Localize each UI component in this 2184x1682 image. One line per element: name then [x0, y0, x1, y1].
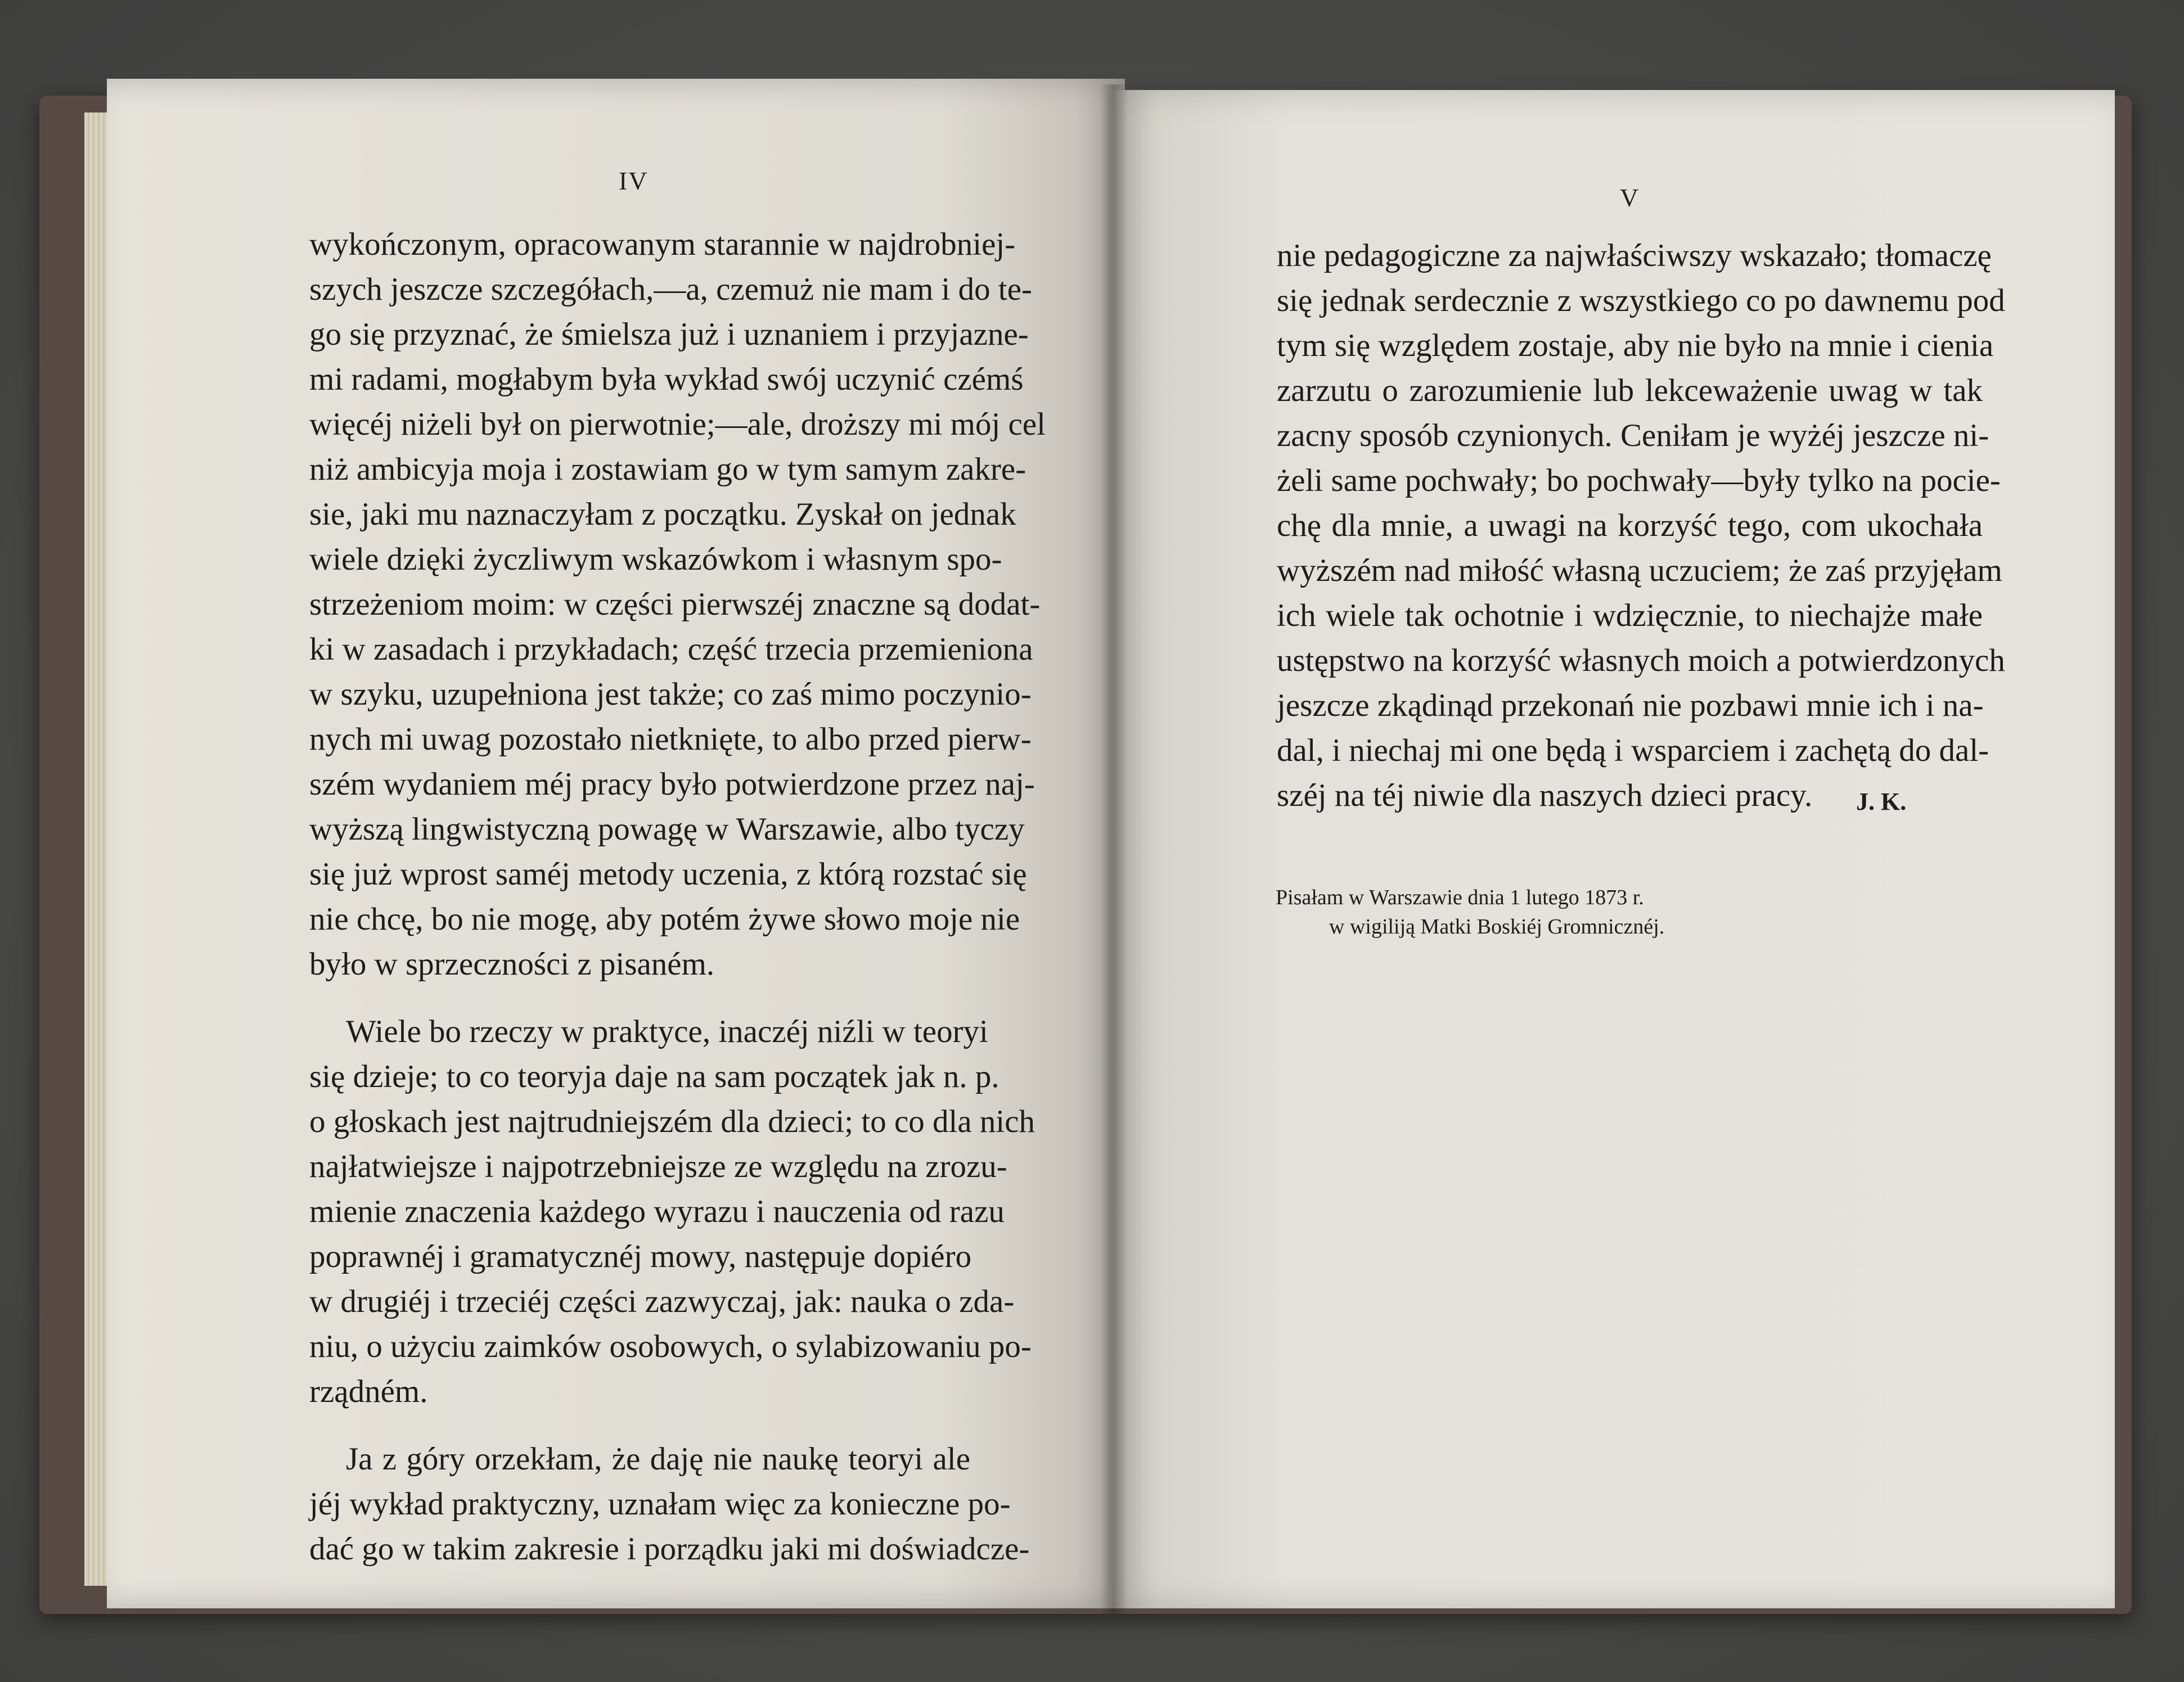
text-line: wiele dzięki życzliwym wskazówkom i własnym spo-: [309, 542, 1002, 577]
text-line: się dzieje; to co teoryja daje na sam początek jak n. p.: [309, 1059, 999, 1094]
text-line: Wiele bo rzeczy w praktyce, inaczéj niźli w teoryi: [346, 1014, 988, 1049]
text-line: ustępstwo na korzyść własnych moich a potwierdzonych: [1277, 643, 2005, 678]
left-page-text: [309, 222, 1046, 1572]
text-line: więcéj niżeli był on pierwotnie;—ale, droższy mi mój cel: [309, 407, 1046, 442]
text-line: wyższą lingwistyczną powagę w Warszawie, albo tyczy: [309, 811, 1025, 847]
text-line: najłatwiejsze i najpotrzebniejsze ze względu na zrozu-: [309, 1149, 1007, 1184]
text-line: wykończonym, opracowanym starannie w najdrobniej-: [309, 227, 1016, 262]
text-line: nie pedagogiczne za najwłaściwszy wskazało; tłomaczę: [1277, 238, 1992, 273]
text-line: szém wydaniem méj pracy było potwierdzone przez naj-: [309, 766, 1035, 802]
book-gutter: [1100, 84, 1128, 1614]
text-line: sie, jaki mu naznaczyłam z początku. Zyskał on jednak: [309, 497, 1016, 532]
text-line: ki w zasadach i przykładach; część trzecia przemieniona: [309, 632, 1033, 667]
text-line: wyższém nad miłość własną uczuciem; że zaś przyjęłam: [1277, 553, 2002, 588]
text-line: rządném.: [309, 1374, 428, 1409]
date-note-line: w wigiliją Matki Boskiéj Gromnicznéj.: [1329, 915, 1665, 939]
text-line: ich wiele tak ochotnie i wdzięcznie, to niechajże małe: [1277, 598, 1983, 633]
page-number-right: V: [1620, 183, 1640, 212]
text-line: zacny sposób czynionych. Ceniłam je wyżéj jeszcze ni-: [1277, 418, 1989, 453]
text-line: szych jeszcze szczegółach,—a, czemuż nie mam i do te-: [309, 272, 1033, 307]
text-line: mienie znaczenia każdego wyrazu i nauczenia od razu: [309, 1194, 1005, 1229]
text-line: poprawnéj i gramatycznéj mowy, następuje dopiéro: [309, 1239, 972, 1274]
text-line: o głoskach jest najtrudniejszém dla dzieci; to co dla nich: [309, 1104, 1035, 1139]
text-line: niu, o użyciu zaimków osobowych, o sylabizowaniu po-: [309, 1329, 1032, 1364]
text-line: Ja z góry orzekłam, że daję nie naukę teoryi ale: [346, 1441, 970, 1477]
text-line: strzeżeniom moim: w części pierwszéj znaczne są dodat-: [309, 587, 1041, 622]
text-line: nie chcę, bo nie mogę, aby potém żywe słowo moje nie: [309, 901, 1020, 937]
text-line: w szyku, uzupełniona jest także; co zaś mimo poczynio-: [309, 677, 1032, 712]
text-line: jéj wykład praktyczny, uznałam więc za konieczne po-: [309, 1486, 1011, 1522]
text-line: się jednak serdecznie z wszystkiego co po dawnemu pod: [1277, 283, 2005, 318]
text-line: było w sprzeczności z pisaném.: [309, 946, 715, 982]
text-line: széj na téj niwie dla naszych dzieci pracy.: [1277, 778, 1813, 813]
text-line: tym się względem zostaje, aby nie było na mnie i cienia: [1277, 328, 1994, 363]
text-line: żeli same pochwały; bo pochwały—były tylko na pocie-: [1277, 463, 2001, 498]
page-number-left: IV: [619, 166, 649, 195]
text-line: chę dla mnie, a uwagi na korzyść tego, com ukochała: [1277, 508, 1983, 543]
right-page-text: [1277, 233, 2005, 818]
text-line: go się przyznać, że śmielsza już i uznaniem i przyjazne-: [309, 317, 1029, 352]
text-line: jeszcze zkądinąd przekonań nie pozbawi mnie ich i na-: [1277, 688, 1984, 723]
text-line: nych mi uwag pozostało nietknięte, to albo przed pierw-: [309, 721, 1032, 757]
text-line: niż ambicyja moja i zostawiam go w tym samym zakre-: [309, 452, 1026, 487]
text-line: się już wprost saméj metody uczenia, z którą rozstać się: [309, 856, 1027, 892]
text-line: mi radami, mogłabym była wykład swój uczynić czémś: [309, 362, 1024, 397]
text-line: dać go w takim zakresie i porządku jaki mi doświadcze-: [309, 1531, 1030, 1567]
date-note: [1276, 883, 1664, 941]
text-line: zarzutu o zarozumienie lub lekceważenie uwag w tak: [1277, 373, 1983, 408]
text-line: dal, i niechaj mi one będą i wsparciem i zachętą do dal-: [1277, 733, 1989, 768]
date-note-line: Pisałam w Warszawie dnia 1 lutego 1873 r.: [1276, 886, 1644, 909]
author-signature: J. K.: [1856, 788, 1907, 815]
text-line: w drugiéj i trzeciéj części zazwyczaj, jak: nauka o zda-: [309, 1284, 1015, 1319]
